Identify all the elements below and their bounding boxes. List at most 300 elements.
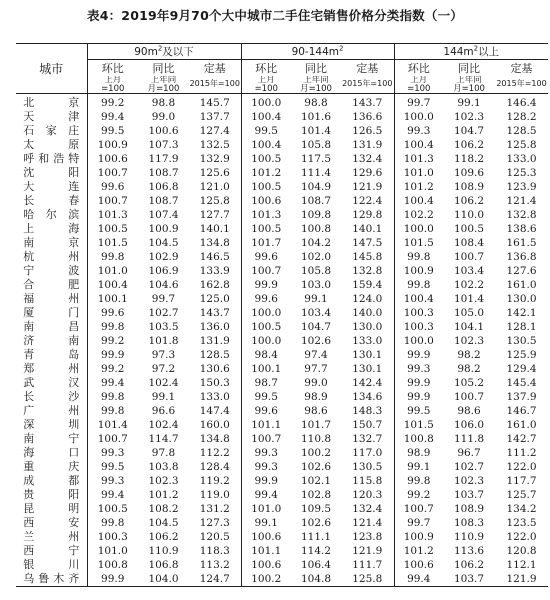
index-value-cell: 100.9	[403, 265, 434, 277]
index-value-cell: 101.2	[251, 167, 282, 179]
table-row	[16, 110, 548, 124]
index-value-cell: 104.5	[148, 517, 179, 529]
index-value-cell: 118.2	[453, 153, 485, 165]
index-value-cell: 100.6	[251, 531, 282, 543]
index-value-cell: 99.8	[101, 405, 125, 417]
index-value-cell: 101.6	[300, 111, 332, 123]
index-value-cell: 110.0	[453, 209, 485, 221]
index-value-cell: 127.4	[189, 124, 241, 138]
index-value-cell: 100.0	[403, 335, 434, 347]
index-value-cell: 101.2	[403, 181, 434, 193]
table-row	[16, 544, 548, 558]
index-value-cell: 99.4	[101, 377, 125, 389]
index-value-cell: 100.7	[453, 251, 485, 263]
index-value-cell: 132.5	[189, 138, 241, 152]
city-name: 沈 阳	[23, 166, 80, 179]
index-value-cell: 99.4	[101, 489, 125, 501]
index-value-cell: 121.4	[341, 516, 394, 530]
index-value-cell: 98.2	[457, 363, 481, 375]
index-value-cell: 113.2	[189, 558, 241, 572]
index-value-cell: 99.9	[407, 349, 431, 361]
index-value-cell: 136.6	[341, 110, 394, 124]
index-value-cell: 101.3	[403, 153, 434, 165]
index-value-cell: 127.6	[506, 265, 537, 277]
city-name: 合 肥	[23, 278, 80, 291]
index-value-cell: 107.3	[148, 139, 179, 151]
index-value-cell: 106.9	[148, 265, 179, 277]
col-header-yoy: 同比	[458, 62, 481, 75]
index-value-cell: 103.0	[300, 279, 332, 291]
index-value-cell: 100.9	[97, 139, 128, 151]
city-name: 哈尔滨	[23, 208, 80, 221]
table-row	[16, 250, 548, 264]
index-value-cell: 99.5	[254, 391, 278, 403]
table-row	[16, 264, 548, 278]
index-value-cell: 99.3	[101, 475, 125, 487]
index-value-cell: 100.3	[403, 321, 434, 333]
index-value-cell: 150.3	[189, 376, 241, 390]
index-value-cell: 99.1	[407, 461, 431, 473]
index-value-cell: 101.1	[251, 419, 282, 431]
price-index-table	[16, 43, 548, 587]
index-value-cell: 98.9	[407, 447, 431, 459]
index-value-cell: 102.8	[300, 489, 332, 501]
col-header-yoy: 同比	[152, 62, 175, 75]
index-value-cell: 108.7	[300, 195, 332, 207]
index-value-cell: 99.8	[407, 475, 431, 487]
index-value-cell: 131.2	[189, 502, 241, 516]
index-value-cell: 99.1	[304, 293, 328, 305]
table-row	[16, 474, 548, 488]
city-name-cell	[16, 418, 87, 432]
index-value-cell: 100.7	[403, 503, 434, 515]
index-value-cell: 146.4	[506, 97, 537, 109]
city-name-cell	[16, 404, 87, 418]
city-name: 上 海	[23, 222, 80, 235]
index-value-cell: 106.4	[300, 559, 332, 571]
index-value-cell: 132.8	[341, 264, 394, 278]
city-name: 天 津	[23, 110, 80, 123]
index-value-cell: 102.6	[300, 517, 332, 529]
index-value-cell: 106.2	[148, 531, 179, 543]
city-name: 昆 明	[23, 502, 80, 515]
index-value-cell: 99.8	[101, 321, 125, 333]
city-name-cell	[16, 446, 87, 460]
index-value-cell: 101.2	[403, 545, 434, 557]
index-value-cell: 114.7	[148, 433, 179, 445]
index-value-cell: 100.4	[251, 139, 282, 151]
index-value-cell: 96.7	[457, 447, 481, 459]
index-value-cell: 100.2	[300, 447, 332, 459]
index-value-cell: 99.2	[101, 335, 125, 347]
index-value-cell: 99.7	[407, 517, 431, 529]
index-value-cell: 109.5	[300, 503, 332, 515]
index-value-cell: 99.0	[304, 377, 328, 389]
index-value-cell: 104.6	[148, 279, 179, 291]
index-value-cell: 100.6	[251, 559, 282, 571]
city-name: 海 口	[23, 446, 80, 459]
index-value-cell: 133.0	[341, 334, 394, 348]
index-value-cell: 99.5	[101, 125, 125, 137]
index-value-cell: 105.8	[300, 265, 332, 277]
index-value-cell: 103.7	[453, 573, 485, 585]
index-value-cell: 105.8	[300, 139, 332, 151]
city-name: 南 京	[23, 236, 80, 249]
index-value-cell: 99.2	[101, 363, 125, 375]
index-value-cell: 100.8	[97, 559, 128, 571]
index-value-cell: 130.6	[189, 362, 241, 376]
index-value-cell: 100.0	[251, 335, 282, 347]
index-value-cell: 133.0	[189, 390, 241, 404]
index-value-cell: 100.4	[403, 139, 434, 151]
city-name-cell	[16, 502, 87, 516]
index-value-cell: 102.6	[300, 335, 332, 347]
index-value-cell: 99.3	[254, 447, 278, 459]
index-value-cell: 104.7	[453, 125, 485, 137]
index-value-cell: 99.9	[254, 279, 278, 291]
col-subheader-mom: 上月 =100	[241, 76, 291, 94]
col-subheader-yoy: 上年同 月=100	[138, 76, 189, 94]
index-value-cell: 127.7	[189, 208, 241, 222]
index-value-cell: 140.0	[341, 306, 394, 320]
col-subheader-yoy: 上年同 月=100	[443, 76, 495, 94]
index-value-cell: 128.2	[506, 111, 537, 123]
index-value-cell: 134.2	[506, 503, 537, 515]
table-row	[16, 516, 548, 530]
index-value-cell: 131.9	[189, 334, 241, 348]
index-value-cell: 100.0	[251, 97, 282, 109]
city-name: 济 南	[23, 334, 80, 347]
index-value-cell: 100.7	[251, 265, 282, 277]
index-value-cell: 99.3	[407, 125, 431, 137]
index-value-cell: 101.8	[148, 335, 179, 347]
table-row	[16, 152, 548, 166]
index-value-cell: 102.2	[403, 209, 434, 221]
index-value-cell: 100.4	[251, 111, 282, 123]
table-row	[16, 166, 548, 180]
index-value-cell: 100.5	[97, 223, 128, 235]
index-value-cell: 142.4	[341, 376, 394, 390]
city-name-cell	[16, 264, 87, 278]
index-value-cell: 111.1	[300, 531, 332, 543]
index-value-cell: 128.5	[189, 348, 241, 362]
index-value-cell: 99.6	[101, 307, 125, 319]
index-value-cell: 100.6	[251, 195, 282, 207]
city-name: 郑 州	[23, 362, 80, 375]
index-value-cell: 99.3	[101, 447, 125, 459]
table-row	[16, 390, 548, 404]
index-value-cell: 102.1	[300, 475, 332, 487]
table-row	[16, 320, 548, 334]
index-value-cell: 132.8	[506, 209, 537, 221]
index-value-cell: 111.2	[506, 447, 537, 459]
city-column-header: 城市	[16, 44, 87, 94]
index-value-cell: 98.6	[304, 405, 328, 417]
index-value-cell: 108.3	[453, 517, 485, 529]
city-name: 南 昌	[23, 320, 80, 333]
city-name-cell	[16, 222, 87, 236]
index-value-cell: 101.4	[97, 419, 128, 431]
group-header-90-144: $90-144m^2$	[241, 44, 394, 60]
col-subheader-mom: 上月 =100	[394, 76, 443, 94]
index-value-cell: 104.7	[300, 321, 332, 333]
city-name: 兰 州	[23, 530, 80, 543]
index-value-cell: 106.0	[453, 419, 485, 431]
city-name: 成 都	[23, 474, 80, 487]
index-value-cell: 125.7	[506, 489, 537, 501]
index-value-cell: 100.9	[148, 223, 179, 235]
index-value-cell: 136.0	[189, 320, 241, 334]
index-value-cell: 102.9	[148, 251, 179, 263]
index-value-cell: 138.6	[506, 223, 537, 235]
index-value-cell: 97.7	[304, 363, 328, 375]
index-value-cell: 128.5	[506, 125, 537, 137]
index-value-cell: 129.8	[341, 208, 394, 222]
index-value-cell: 99.3	[254, 461, 278, 473]
table-row	[16, 558, 548, 572]
city-name-cell	[16, 166, 87, 180]
index-value-cell: 125.8	[341, 572, 394, 587]
index-value-cell: 131.9	[341, 138, 394, 152]
city-name-cell	[16, 124, 87, 138]
index-value-cell: 98.2	[457, 349, 481, 361]
index-value-cell: 104.2	[300, 237, 332, 249]
index-value-cell: 129.6	[341, 166, 394, 180]
index-value-cell: 108.4	[453, 237, 485, 249]
city-name-cell	[16, 530, 87, 544]
index-value-cell: 108.9	[453, 503, 485, 515]
index-value-cell: 118.3	[189, 544, 241, 558]
table-row	[16, 208, 548, 222]
index-value-cell: 98.7	[254, 377, 278, 389]
table-row	[16, 376, 548, 390]
index-value-cell: 123.8	[341, 530, 394, 544]
index-value-cell: 100.8	[403, 433, 434, 445]
index-value-cell: 99.0	[151, 111, 176, 123]
city-name-cell	[16, 320, 87, 334]
city-name-cell	[16, 306, 87, 320]
index-value-cell: 104.8	[300, 573, 332, 585]
city-name: 太 原	[23, 138, 80, 151]
city-name-cell	[16, 194, 87, 208]
table-row	[16, 278, 548, 292]
index-value-cell: 119.0	[189, 488, 241, 502]
index-value-cell: 98.9	[304, 391, 328, 403]
col-subheader-mom: 上月 =100	[87, 76, 138, 94]
index-value-cell: 99.7	[151, 293, 176, 305]
index-value-cell: 142.7	[506, 433, 537, 445]
city-name-cell	[16, 94, 87, 111]
index-value-cell: 161.0	[506, 279, 537, 291]
index-value-cell: 106.2	[453, 195, 485, 207]
index-value-cell: 99.1	[254, 517, 278, 529]
index-value-cell: 130.1	[341, 362, 394, 376]
index-value-cell: 146.7	[506, 405, 537, 417]
index-value-cell: 97.4	[304, 349, 328, 361]
index-value-cell: 102.3	[148, 475, 179, 487]
col-header-mom: 环比	[407, 62, 430, 75]
index-value-cell: 100.1	[251, 363, 282, 375]
index-value-cell: 117.5	[300, 153, 332, 165]
table-row	[16, 138, 548, 152]
index-value-cell: 102.3	[453, 475, 485, 487]
city-name: 呼和浩特	[23, 152, 80, 165]
index-value-cell: 100.4	[97, 279, 128, 291]
table-row	[16, 222, 548, 236]
index-value-cell: 99.9	[101, 573, 125, 585]
index-value-cell: 120.3	[341, 488, 394, 502]
index-value-cell: 100.3	[97, 531, 128, 543]
index-value-cell: 100.7	[97, 433, 128, 445]
index-value-cell: 133.0	[506, 153, 537, 165]
index-value-cell: 99.1	[151, 391, 176, 403]
index-value-cell: 98.8	[304, 97, 328, 109]
index-value-cell: 102.7	[453, 461, 485, 473]
table-row	[16, 418, 548, 432]
index-value-cell: 120.8	[506, 545, 537, 557]
city-name-cell	[16, 362, 87, 376]
index-value-cell: 98.6	[457, 405, 481, 417]
city-name-cell	[16, 180, 87, 194]
city-name-cell	[16, 572, 87, 587]
index-value-cell: 103.4	[453, 265, 485, 277]
index-value-cell: 134.8	[189, 432, 241, 446]
index-value-cell: 110.8	[300, 433, 332, 445]
col-subheader-base: 2015年=100	[341, 76, 394, 94]
city-name-cell	[16, 376, 87, 390]
index-value-cell: 137.7	[189, 110, 241, 124]
city-name: 杭 州	[23, 250, 80, 263]
col-subheader-yoy: 上年同 月=100	[291, 76, 341, 94]
index-value-cell: 102.4	[148, 419, 179, 431]
city-name-cell	[16, 432, 87, 446]
index-value-cell: 101.5	[97, 237, 128, 249]
col-subheader-base: 2015年=100	[189, 76, 241, 94]
index-value-cell: 107.4	[148, 209, 179, 221]
index-value-cell: 147.4	[189, 404, 241, 418]
index-value-cell: 99.6	[254, 293, 278, 305]
index-value-cell: 110.9	[453, 531, 485, 543]
index-value-cell: 119.2	[189, 474, 241, 488]
city-name-cell	[16, 236, 87, 250]
index-value-cell: 134.6	[341, 390, 394, 404]
index-value-cell: 130.5	[341, 460, 394, 474]
index-value-cell: 104.0	[148, 573, 179, 585]
city-name: 大 连	[23, 180, 80, 193]
index-value-cell: 99.8	[101, 517, 125, 529]
index-value-cell: 99.8	[407, 279, 431, 291]
city-name-cell	[16, 348, 87, 362]
index-value-cell: 125.3	[506, 167, 537, 179]
index-value-cell: 99.7	[407, 97, 431, 109]
col-header-base: 定基	[341, 60, 394, 77]
city-name-cell	[16, 152, 87, 166]
index-value-cell: 104.1	[453, 321, 485, 333]
index-value-cell: 99.4	[254, 489, 278, 501]
index-value-cell: 159.4	[341, 278, 394, 292]
index-value-cell: 129.4	[506, 363, 537, 375]
city-name-cell	[16, 390, 87, 404]
city-name: 贵 阳	[23, 488, 80, 501]
index-value-cell: 125.6	[189, 166, 241, 180]
city-name: 武 汉	[23, 376, 80, 389]
index-value-cell: 100.0	[403, 223, 434, 235]
index-value-cell: 103.5	[148, 321, 179, 333]
index-value-cell: 100.1	[97, 293, 128, 305]
index-value-cell: 106.8	[148, 559, 179, 571]
index-value-cell: 99.2	[101, 97, 125, 109]
index-value-cell: 161.5	[506, 237, 537, 249]
index-value-cell: 143.7	[341, 94, 394, 111]
index-value-cell: 100.7	[97, 167, 128, 179]
index-value-cell: 99.3	[407, 363, 431, 375]
index-value-cell: 148.3	[341, 404, 394, 418]
index-value-cell: 97.3	[151, 349, 176, 361]
index-value-cell: 108.7	[148, 195, 179, 207]
index-value-cell: 113.6	[453, 545, 485, 557]
group-header-144-above: $144m^2$以上	[394, 44, 548, 60]
index-value-cell: 100.3	[403, 307, 434, 319]
index-value-cell: 142.1	[506, 307, 537, 319]
index-value-cell: 128.4	[189, 460, 241, 474]
index-value-cell: 100.4	[403, 195, 434, 207]
index-value-cell: 98.8	[151, 97, 176, 109]
index-value-cell: 100.7	[251, 433, 282, 445]
index-value-cell: 114.2	[300, 545, 332, 557]
table-row	[16, 124, 548, 138]
index-value-cell: 100.5	[251, 223, 282, 235]
table-row	[16, 432, 548, 446]
index-value-cell: 161.0	[506, 419, 537, 431]
index-value-cell: 121.4	[506, 195, 537, 207]
group-header-90-below: $90m^2$及以下	[87, 44, 241, 60]
index-value-cell: 145.7	[189, 94, 241, 111]
index-value-cell: 100.5	[97, 503, 128, 515]
index-value-cell: 101.4	[300, 125, 332, 137]
table-row	[16, 502, 548, 516]
index-value-cell: 100.5	[251, 321, 282, 333]
index-value-cell: 100.9	[403, 531, 434, 543]
index-value-cell: 101.4	[453, 293, 485, 305]
city-name: 重 庆	[23, 460, 80, 473]
table-row	[16, 446, 548, 460]
index-value-cell: 134.8	[189, 236, 241, 250]
index-value-cell: 122.4	[341, 194, 394, 208]
index-value-cell: 130.1	[341, 348, 394, 362]
index-value-cell: 127.3	[189, 516, 241, 530]
city-name-cell	[16, 516, 87, 530]
index-value-cell: 99.6	[254, 251, 278, 263]
city-name-cell	[16, 334, 87, 348]
index-value-cell: 100.2	[251, 573, 282, 585]
index-value-cell: 101.3	[97, 209, 128, 221]
col-header-base: 定基	[189, 60, 241, 77]
table-row	[16, 460, 548, 474]
index-value-cell: 99.8	[101, 251, 125, 263]
index-value-cell: 99.9	[101, 349, 125, 361]
index-value-cell: 132.7	[341, 432, 394, 446]
index-value-cell: 140.1	[341, 222, 394, 236]
index-value-cell: 99.4	[101, 111, 125, 123]
city-name: 福 州	[23, 292, 80, 305]
index-value-cell: 126.5	[341, 124, 394, 138]
index-value-cell: 145.4	[506, 377, 537, 389]
col-subheader-base: 2015年=100	[495, 76, 548, 94]
index-value-cell: 125.8	[506, 139, 537, 151]
col-header-yoy: 同比	[305, 62, 327, 75]
index-value-cell: 115.8	[341, 474, 394, 488]
city-name: 深 圳	[23, 418, 80, 431]
